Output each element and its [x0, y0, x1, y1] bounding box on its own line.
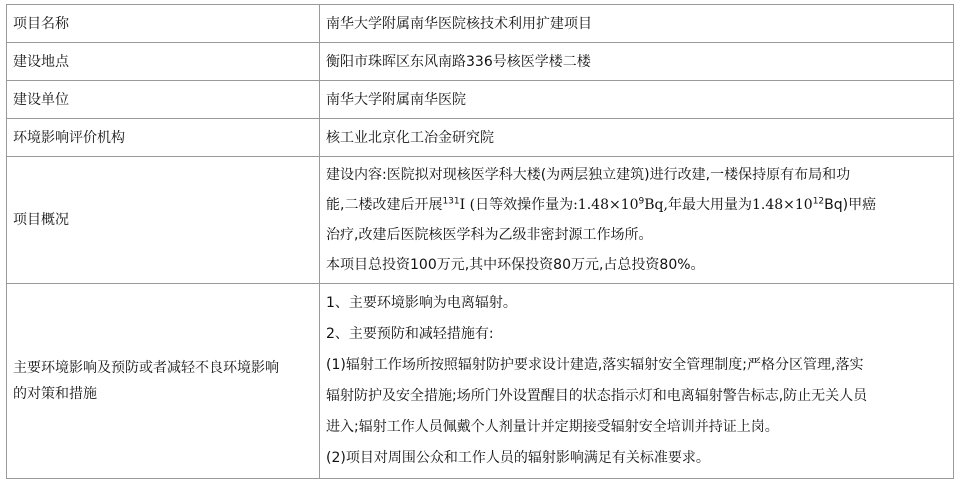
builder-label: 建设单位: [7, 81, 320, 119]
overview-line-2: [326, 190, 947, 220]
location-label: 建设地点: [7, 43, 320, 81]
table-row-eia-agency: [7, 119, 954, 157]
measures-line-3: (1)辐射工作场所按照辐射防护要求设计建造,落实辐射安全管理制度;严格分区管理,落实: [326, 357, 864, 373]
overview-dose-text: I (日等效操作量为:1.48×10: [459, 197, 639, 213]
project-name-value: 南华大学附属南华医院核技术利用扩建项目: [320, 5, 954, 43]
builder-value: 南华大学附属南华医院: [320, 81, 954, 119]
measures-line-1: 1、主要环境影响为电离辐射。: [326, 295, 517, 311]
measures-label-line-2: 的对策和措施: [13, 386, 97, 402]
measures-label: [7, 284, 320, 479]
overview-line-1: 建设内容:医院拟对现核医学科大楼(为两层独立建筑)进行改建,一楼保持原有布局和功: [326, 167, 851, 183]
table-row-measures: [7, 284, 954, 479]
annual-dose-exponent: 12: [812, 196, 825, 207]
project-info-table: [6, 4, 954, 479]
overview-annual-text: Bq,年最大用量为1.48×10: [644, 197, 813, 213]
measures-value: [320, 284, 954, 479]
measures-label-line-1: 主要环境影响及预防或者减轻不良环境影响: [13, 360, 279, 376]
daily-dose-exponent: 9: [638, 196, 645, 207]
table-row-builder: [7, 81, 954, 119]
measures-line-4: 辐射防护及安全措施;场所门外设置醒目的状态指示灯和电离辐射警告标志,防止无关人员: [326, 388, 868, 404]
isotope-mass-number: 131: [442, 196, 460, 207]
table-row-project-name: [7, 5, 954, 43]
measures-line-6: (2)项目对周围公众和工作人员的辐射影响满足有关标准要求。: [326, 450, 710, 466]
project-name-label: 项目名称: [7, 5, 320, 43]
measures-line-2: 2、主要预防和减轻措施有:: [326, 326, 494, 342]
overview-line-2-suffix: Bq)甲癌: [824, 197, 877, 213]
overview-line-4: 本项目总投资100万元,其中环保投资80万元,占总投资80%。: [326, 257, 705, 273]
eia-agency-label: 环境影响评价机构: [7, 119, 320, 157]
overview-line-3: 治疗,改建后医院核医学科为乙级非密封源工作场所。: [326, 227, 653, 243]
location-value: 衡阳市珠晖区东风南路336号核医学楼二楼: [320, 43, 954, 81]
overview-line-2-prefix: 能,二楼改建后开展: [326, 197, 443, 213]
eia-agency-value: 核工业北京化工冶金研究院: [320, 119, 954, 157]
overview-value: [320, 157, 954, 284]
overview-label: 项目概况: [7, 157, 320, 284]
table-row-overview: [7, 157, 954, 284]
table-row-location: [7, 43, 954, 81]
measures-line-5: 进入;辐射工作人员佩戴个人剂量计并定期接受辐射安全培训并持证上岗。: [326, 419, 779, 435]
